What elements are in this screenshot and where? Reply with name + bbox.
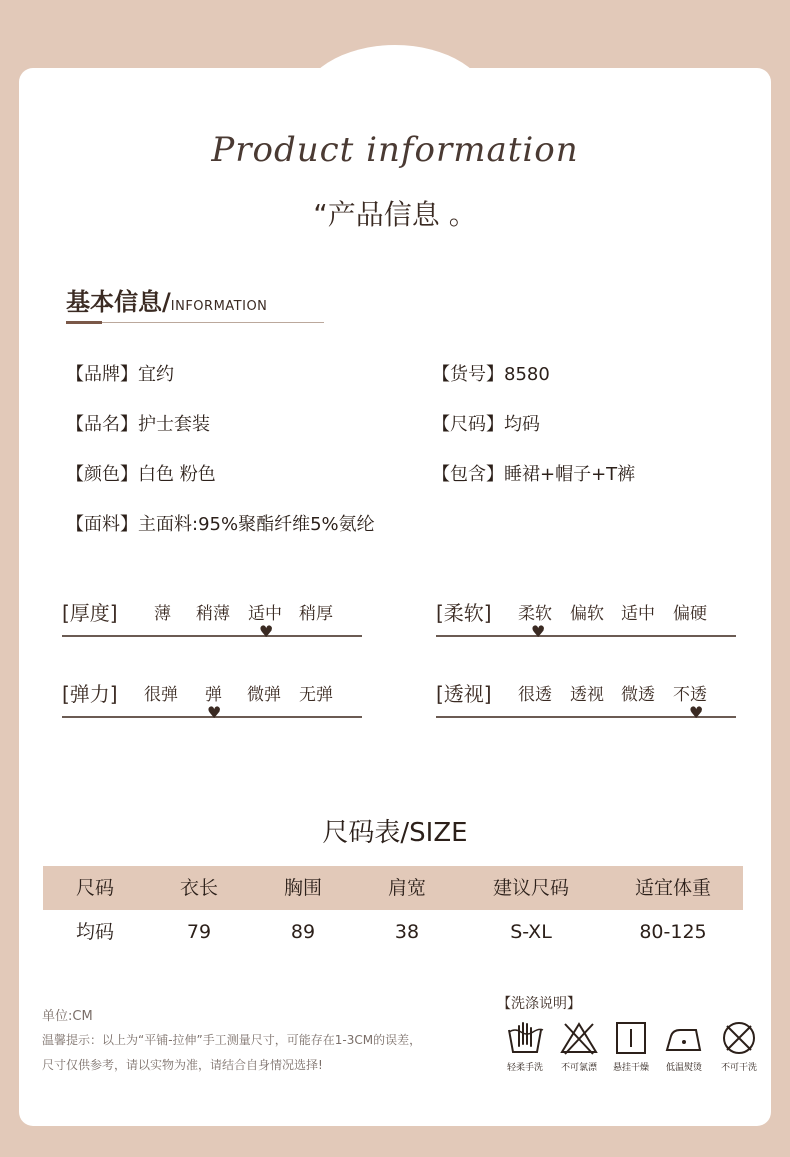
wash-item	[656, 1020, 712, 1073]
tip-line-2: 尺寸仅供参考，请以实物为准，请结合自身情况选择!	[42, 1058, 323, 1072]
table-cell: 38	[394, 921, 420, 943]
size-table	[43, 866, 743, 954]
section-title-cn: 基本信息/	[66, 288, 171, 316]
scale-option: 适中	[621, 604, 655, 624]
hang-dry-icon	[611, 1020, 651, 1056]
section-divider-accent	[66, 321, 102, 324]
wash-label: 悬挂干燥	[612, 1063, 649, 1073]
scale-option: 稍薄	[196, 604, 230, 624]
table-header-cell: 建议尺码	[492, 877, 569, 899]
scale-option: 偏软	[570, 604, 604, 624]
page-title: “产品信息 。	[313, 198, 477, 231]
scale-line	[62, 635, 362, 637]
no-bleach-icon	[559, 1020, 599, 1056]
scale-option: 微弹	[247, 685, 281, 705]
table-header-cell: 尺码	[75, 877, 114, 899]
wash-label: 轻柔手洗	[506, 1063, 543, 1073]
scale-label: [透视]	[436, 682, 492, 706]
scale-option: 稍厚	[299, 604, 333, 624]
scale-line	[436, 635, 736, 637]
info-material: 【面料】主面料:95%聚酯纤维5%氨纶	[66, 514, 375, 535]
info-size: 【尺码】均码	[432, 414, 540, 435]
scale-label: [柔软]	[436, 601, 492, 625]
scale-option: 偏硬	[673, 604, 707, 624]
hand-wash-icon	[505, 1020, 545, 1056]
scale-option: 无弹	[299, 685, 333, 705]
wash-item	[603, 1020, 659, 1073]
table-header-cell: 肩宽	[387, 877, 426, 899]
info-brand: 【品牌】宜约	[66, 364, 174, 385]
low-iron-icon	[664, 1020, 704, 1056]
info-includes: 【包含】睡裙+帽子+T裤	[432, 464, 636, 485]
heart-marker-icon: ♥	[207, 703, 222, 722]
scale-option: 柔软	[518, 604, 552, 624]
table-header-cell: 衣长	[179, 877, 218, 899]
table-cell: 79	[186, 921, 212, 943]
scale-option: 不透	[673, 685, 707, 705]
scale-label: [厚度]	[62, 601, 118, 625]
table-cell: 89	[290, 921, 316, 943]
section-divider	[66, 322, 324, 323]
info-item-no: 【货号】8580	[432, 364, 550, 385]
section-title-en: INFORMATION	[170, 299, 268, 314]
unit-note: 单位:CM	[42, 1009, 93, 1024]
info-color: 【颜色】白色 粉色	[66, 464, 216, 485]
table-header-cell: 胸围	[283, 877, 322, 899]
section-heading	[66, 282, 267, 317]
wash-item	[711, 1020, 767, 1073]
table-header-cell: 适宜体重	[634, 877, 711, 899]
scale-label: [弹力]	[62, 682, 118, 706]
scale-option: 弹	[205, 685, 222, 705]
scale-option: 微透	[621, 685, 655, 705]
table-cell: S-XL	[510, 921, 552, 943]
heart-marker-icon: ♥	[259, 622, 274, 641]
scale-option: 很弹	[144, 685, 178, 705]
table-header-row	[43, 866, 743, 910]
script-title: Product information	[211, 130, 579, 170]
no-tumble-dry-icon	[719, 1020, 759, 1056]
table-row	[43, 910, 743, 954]
scale-option: 透视	[570, 685, 604, 705]
heart-marker-icon: ♥	[689, 703, 704, 722]
heart-marker-icon: ♥	[531, 622, 546, 641]
info-name: 【品名】护士套装	[66, 414, 210, 435]
wash-item	[497, 1020, 553, 1073]
wash-label: 低温熨烫	[665, 1063, 702, 1073]
tip-line-1: 温馨提示：以上为“平铺-拉伸”手工测量尺寸，可能存在1-3CM的误差，	[42, 1033, 422, 1047]
size-chart-title: 尺码表/SIZE	[322, 818, 468, 848]
scale-option: 适中	[248, 604, 282, 624]
table-cell: 80-125	[639, 921, 707, 943]
scale-option: 薄	[154, 604, 171, 624]
scale-option: 很透	[518, 685, 552, 705]
wash-title: 【洗涤说明】	[497, 996, 581, 1012]
wash-label: 不可干洗	[720, 1063, 757, 1073]
wash-label: 不可氯漂	[560, 1063, 597, 1073]
table-cell: 均码	[75, 921, 114, 943]
wash-item	[551, 1020, 607, 1073]
